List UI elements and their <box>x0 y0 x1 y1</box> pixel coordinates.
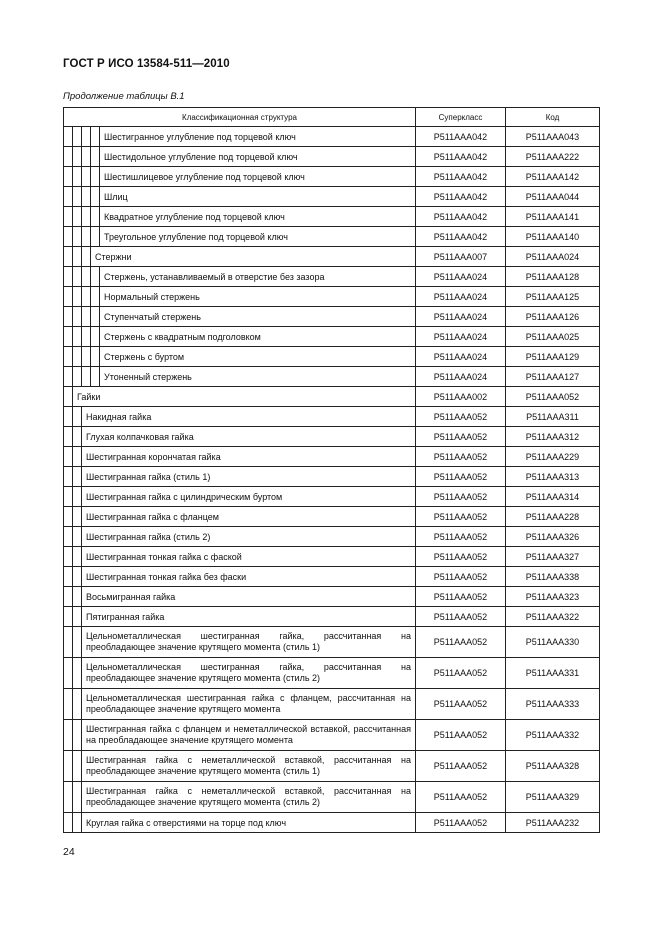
table-row <box>64 567 600 587</box>
table-row <box>64 627 600 658</box>
hierarchy-indent-cell <box>91 267 100 287</box>
page-number: 24 <box>63 846 75 858</box>
superclass-cell: P511AAA052 <box>416 627 506 658</box>
table-row <box>64 427 600 447</box>
hierarchy-indent-cell <box>64 447 73 467</box>
superclass-cell: P511AAA024 <box>416 307 506 327</box>
table-row <box>64 467 600 487</box>
superclass-cell: P511AAA042 <box>416 127 506 147</box>
hierarchy-indent-cell <box>91 147 100 167</box>
code-cell: P511AAA322 <box>506 607 600 627</box>
hierarchy-indent-cell <box>82 307 91 327</box>
hierarchy-indent-cell <box>82 327 91 347</box>
hierarchy-indent-cell <box>73 547 82 567</box>
class-name-cell: Шестидольное углубление под торцевой ключ <box>100 147 416 167</box>
hierarchy-indent-cell <box>64 427 73 447</box>
hierarchy-indent-cell <box>73 367 82 387</box>
superclass-cell: P511AAA052 <box>416 407 506 427</box>
code-cell: P511AAA140 <box>506 227 600 247</box>
table-row <box>64 507 600 527</box>
superclass-cell: P511AAA052 <box>416 607 506 627</box>
hierarchy-indent-cell <box>73 247 82 267</box>
code-cell: P511AAA330 <box>506 627 600 658</box>
table-row <box>64 813 600 833</box>
hierarchy-indent-cell <box>73 813 82 833</box>
code-cell: P511AAA331 <box>506 658 600 689</box>
code-cell: P511AAA025 <box>506 327 600 347</box>
class-name-cell: Шестигранная гайка с фланцем и неметаллической вставкой, рассчитанная на преобладающее значение крутящего момента <box>82 720 416 751</box>
class-name-cell: Нормальный стержень <box>100 287 416 307</box>
hierarchy-indent-cell <box>64 287 73 307</box>
code-cell: P511AAA125 <box>506 287 600 307</box>
class-name-cell: Шестигранное углубление под торцевой ключ <box>100 127 416 147</box>
table-row <box>64 247 600 267</box>
hierarchy-indent-cell <box>64 327 73 347</box>
hierarchy-indent-cell <box>64 658 73 689</box>
superclass-cell: P511AAA052 <box>416 658 506 689</box>
class-name-cell: Цельнометаллическая шестигранная гайка, рассчитанная на преобладающее значение крутящего момента (стиль 2) <box>82 658 416 689</box>
code-cell: P511AAA228 <box>506 507 600 527</box>
table-row <box>64 689 600 720</box>
code-cell: P511AAA142 <box>506 167 600 187</box>
code-cell: P511AAA052 <box>506 387 600 407</box>
hierarchy-indent-cell <box>64 627 73 658</box>
class-name-cell: Цельнометаллическая шестигранная гайка, рассчитанная на преобладающее значение крутящего момента (стиль 1) <box>82 627 416 658</box>
superclass-cell: P511AAA052 <box>416 427 506 447</box>
hierarchy-indent-cell <box>82 187 91 207</box>
class-name-cell: Шестигранная тонкая гайка без фаски <box>82 567 416 587</box>
table-row <box>64 407 600 427</box>
hierarchy-indent-cell <box>73 347 82 367</box>
code-cell: P511AAA338 <box>506 567 600 587</box>
classification-table <box>63 107 600 833</box>
superclass-cell: P511AAA024 <box>416 347 506 367</box>
class-name-cell: Квадратное углубление под торцевой ключ <box>100 207 416 227</box>
class-name-cell: Стержни <box>91 247 416 267</box>
hierarchy-indent-cell <box>64 407 73 427</box>
class-name-cell: Пятигранная гайка <box>82 607 416 627</box>
hierarchy-indent-cell <box>64 247 73 267</box>
table-row <box>64 447 600 467</box>
superclass-cell: P511AAA007 <box>416 247 506 267</box>
superclass-cell: P511AAA052 <box>416 527 506 547</box>
code-cell: P511AAA333 <box>506 689 600 720</box>
superclass-cell: P511AAA024 <box>416 267 506 287</box>
table-row <box>64 127 600 147</box>
class-name-cell: Глухая колпачковая гайка <box>82 427 416 447</box>
hierarchy-indent-cell <box>91 187 100 207</box>
hierarchy-indent-cell <box>64 167 73 187</box>
superclass-cell: P511AAA042 <box>416 187 506 207</box>
superclass-cell: P511AAA052 <box>416 467 506 487</box>
hierarchy-indent-cell <box>82 287 91 307</box>
superclass-cell: P511AAA024 <box>416 367 506 387</box>
code-cell: P511AAA313 <box>506 467 600 487</box>
hierarchy-indent-cell <box>82 267 91 287</box>
class-name-cell: Стержень с квадратным подголовком <box>100 327 416 347</box>
hierarchy-indent-cell <box>82 167 91 187</box>
document-header: ГОСТ Р ИСО 13584-511—2010 <box>63 58 230 70</box>
hierarchy-indent-cell <box>91 307 100 327</box>
superclass-cell: P511AAA052 <box>416 720 506 751</box>
hierarchy-indent-cell <box>64 187 73 207</box>
hierarchy-indent-cell <box>64 527 73 547</box>
hierarchy-indent-cell <box>64 127 73 147</box>
hierarchy-indent-cell <box>73 127 82 147</box>
hierarchy-indent-cell <box>73 720 82 751</box>
class-name-cell: Восьмигранная гайка <box>82 587 416 607</box>
class-name-cell: Шестигранная гайка с неметаллической вставкой, рассчитанная на преобладающее значение крутящего момента (стиль 2) <box>82 782 416 813</box>
table-row <box>64 287 600 307</box>
hierarchy-indent-cell <box>64 567 73 587</box>
hierarchy-indent-cell <box>91 347 100 367</box>
superclass-cell: P511AAA052 <box>416 567 506 587</box>
hierarchy-indent-cell <box>91 327 100 347</box>
superclass-cell: P511AAA052 <box>416 782 506 813</box>
table-row <box>64 751 600 782</box>
class-name-cell: Стержень с буртом <box>100 347 416 367</box>
code-cell: P511AAA127 <box>506 367 600 387</box>
code-cell: P511AAA044 <box>506 187 600 207</box>
table-row <box>64 267 600 287</box>
class-name-cell: Круглая гайка с отверстиями на торце под ключ <box>82 813 416 833</box>
hierarchy-indent-cell <box>73 487 82 507</box>
hierarchy-indent-cell <box>73 587 82 607</box>
hierarchy-indent-cell <box>64 689 73 720</box>
hierarchy-indent-cell <box>91 227 100 247</box>
hierarchy-indent-cell <box>91 367 100 387</box>
superclass-cell: P511AAA052 <box>416 447 506 467</box>
class-name-cell: Накидная гайка <box>82 407 416 427</box>
superclass-cell: P511AAA042 <box>416 207 506 227</box>
code-cell: P511AAA328 <box>506 751 600 782</box>
hierarchy-indent-cell <box>64 813 73 833</box>
code-cell: P511AAA141 <box>506 207 600 227</box>
class-name-cell: Стержень, устанавливаемый в отверстие без зазора <box>100 267 416 287</box>
hierarchy-indent-cell <box>82 347 91 367</box>
hierarchy-indent-cell <box>64 751 73 782</box>
hierarchy-indent-cell <box>73 782 82 813</box>
hierarchy-indent-cell <box>64 387 73 407</box>
header-superclass: Суперкласс <box>416 108 506 127</box>
class-name-cell: Ступенчатый стержень <box>100 307 416 327</box>
superclass-cell: P511AAA042 <box>416 167 506 187</box>
table-row <box>64 327 600 347</box>
hierarchy-indent-cell <box>82 227 91 247</box>
superclass-cell: P511AAA052 <box>416 751 506 782</box>
hierarchy-indent-cell <box>73 507 82 527</box>
hierarchy-indent-cell <box>73 467 82 487</box>
hierarchy-indent-cell <box>73 627 82 658</box>
hierarchy-indent-cell <box>73 689 82 720</box>
table-row <box>64 547 600 567</box>
code-cell: P511AAA043 <box>506 127 600 147</box>
hierarchy-indent-cell <box>91 287 100 307</box>
hierarchy-indent-cell <box>73 187 82 207</box>
table-row <box>64 347 600 367</box>
hierarchy-indent-cell <box>73 658 82 689</box>
superclass-cell: P511AAA002 <box>416 387 506 407</box>
hierarchy-indent-cell <box>91 127 100 147</box>
hierarchy-indent-cell <box>64 207 73 227</box>
table-row <box>64 207 600 227</box>
hierarchy-indent-cell <box>82 247 91 267</box>
header-code: Код <box>506 108 600 127</box>
hierarchy-indent-cell <box>64 547 73 567</box>
hierarchy-indent-cell <box>64 307 73 327</box>
hierarchy-indent-cell <box>73 267 82 287</box>
table-row <box>64 782 600 813</box>
class-name-cell: Цельнометаллическая шестигранная гайка с фланцем, рассчитанная на преобладающее значение крутящего момента <box>82 689 416 720</box>
table-row <box>64 167 600 187</box>
code-cell: P511AAA314 <box>506 487 600 507</box>
class-name-cell: Шестигранная тонкая гайка с фаской <box>82 547 416 567</box>
code-cell: P511AAA229 <box>506 447 600 467</box>
class-name-cell: Шестигранная корончатая гайка <box>82 447 416 467</box>
table-header-row <box>64 108 600 127</box>
hierarchy-indent-cell <box>73 147 82 167</box>
hierarchy-indent-cell <box>73 607 82 627</box>
code-cell: P511AAA024 <box>506 247 600 267</box>
class-name-cell: Шестигранная гайка с цилиндрическим буртом <box>82 487 416 507</box>
code-cell: P511AAA126 <box>506 307 600 327</box>
code-cell: P511AAA311 <box>506 407 600 427</box>
hierarchy-indent-cell <box>91 207 100 227</box>
hierarchy-indent-cell <box>73 207 82 227</box>
hierarchy-indent-cell <box>64 467 73 487</box>
superclass-cell: P511AAA052 <box>416 813 506 833</box>
class-name-cell: Шестигранная гайка (стиль 1) <box>82 467 416 487</box>
table-row <box>64 307 600 327</box>
code-cell: P511AAA128 <box>506 267 600 287</box>
superclass-cell: P511AAA052 <box>416 487 506 507</box>
class-name-cell: Шлиц <box>100 187 416 207</box>
class-name-cell: Шестигранная гайка (стиль 2) <box>82 527 416 547</box>
hierarchy-indent-cell <box>64 782 73 813</box>
superclass-cell: P511AAA042 <box>416 227 506 247</box>
hierarchy-indent-cell <box>82 207 91 227</box>
table-row <box>64 587 600 607</box>
superclass-cell: P511AAA052 <box>416 547 506 567</box>
superclass-cell: P511AAA042 <box>416 147 506 167</box>
hierarchy-indent-cell <box>91 167 100 187</box>
code-cell: P511AAA326 <box>506 527 600 547</box>
hierarchy-indent-cell <box>64 720 73 751</box>
hierarchy-indent-cell <box>73 567 82 587</box>
hierarchy-indent-cell <box>64 607 73 627</box>
hierarchy-indent-cell <box>64 587 73 607</box>
table-row <box>64 227 600 247</box>
header-structure: Классификационная структура <box>64 108 416 127</box>
hierarchy-indent-cell <box>64 507 73 527</box>
hierarchy-indent-cell <box>64 227 73 247</box>
hierarchy-indent-cell <box>82 147 91 167</box>
hierarchy-indent-cell <box>73 327 82 347</box>
superclass-cell: P511AAA052 <box>416 507 506 527</box>
hierarchy-indent-cell <box>64 147 73 167</box>
code-cell: P511AAA312 <box>506 427 600 447</box>
code-cell: P511AAA329 <box>506 782 600 813</box>
superclass-cell: P511AAA052 <box>416 689 506 720</box>
table-body <box>64 127 600 833</box>
hierarchy-indent-cell <box>73 527 82 547</box>
hierarchy-indent-cell <box>82 367 91 387</box>
table-row <box>64 147 600 167</box>
hierarchy-indent-cell <box>73 167 82 187</box>
superclass-cell: P511AAA024 <box>416 327 506 347</box>
hierarchy-indent-cell <box>73 447 82 467</box>
class-name-cell: Треугольное углубление под торцевой ключ <box>100 227 416 247</box>
table-row <box>64 527 600 547</box>
hierarchy-indent-cell <box>82 127 91 147</box>
hierarchy-indent-cell <box>64 367 73 387</box>
code-cell: P511AAA129 <box>506 347 600 367</box>
table-row <box>64 367 600 387</box>
hierarchy-indent-cell <box>73 287 82 307</box>
code-cell: P511AAA232 <box>506 813 600 833</box>
class-name-cell: Гайки <box>73 387 416 407</box>
class-name-cell: Шестишлицевое углубление под торцевой ключ <box>100 167 416 187</box>
class-name-cell: Шестигранная гайка с фланцем <box>82 507 416 527</box>
hierarchy-indent-cell <box>64 347 73 367</box>
table-row <box>64 607 600 627</box>
table-row <box>64 187 600 207</box>
table-row <box>64 720 600 751</box>
hierarchy-indent-cell <box>64 487 73 507</box>
superclass-cell: P511AAA052 <box>416 587 506 607</box>
code-cell: P511AAA327 <box>506 547 600 567</box>
superclass-cell: P511AAA024 <box>416 287 506 307</box>
class-name-cell: Шестигранная гайка с неметаллической вставкой, рассчитанная на преобладающее значение крутящего момента (стиль 1) <box>82 751 416 782</box>
class-name-cell: Утоненный стержень <box>100 367 416 387</box>
hierarchy-indent-cell <box>73 407 82 427</box>
code-cell: P511AAA332 <box>506 720 600 751</box>
table-caption: Продолжение таблицы В.1 <box>63 91 185 102</box>
hierarchy-indent-cell <box>73 307 82 327</box>
table-row <box>64 658 600 689</box>
hierarchy-indent-cell <box>73 227 82 247</box>
hierarchy-indent-cell <box>73 751 82 782</box>
hierarchy-indent-cell <box>64 267 73 287</box>
table-row <box>64 387 600 407</box>
code-cell: P511AAA323 <box>506 587 600 607</box>
hierarchy-indent-cell <box>73 427 82 447</box>
table-row <box>64 487 600 507</box>
code-cell: P511AAA222 <box>506 147 600 167</box>
